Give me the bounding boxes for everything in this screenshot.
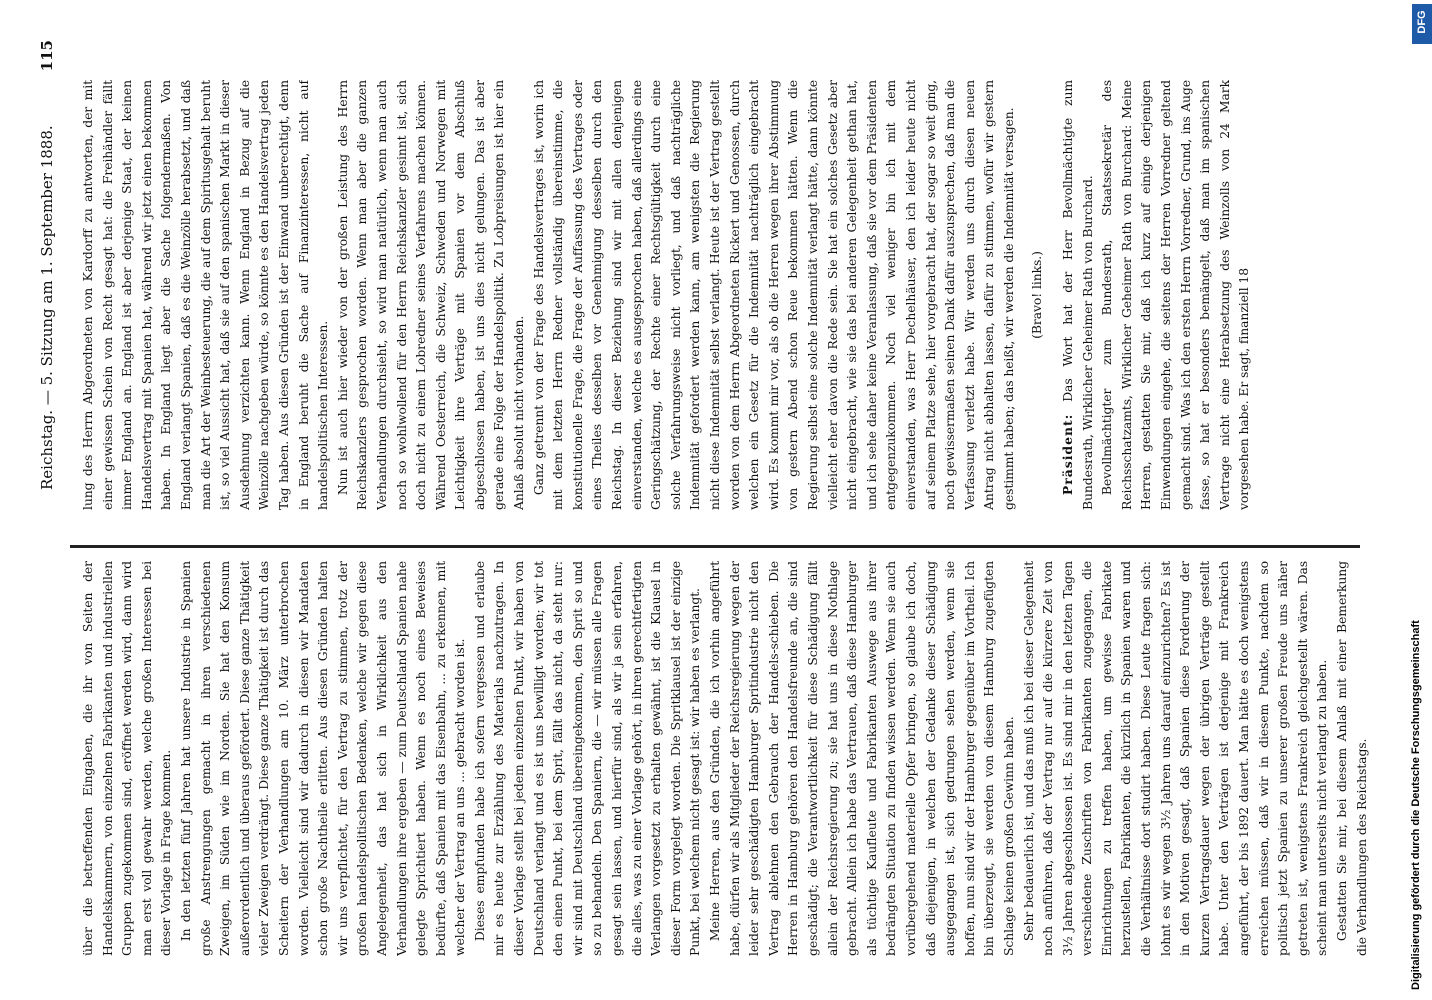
paragraph: Meine Herren, aus den Gründen, die ich vorhin angeführt habe, dürfen wir als Mitglieder der Reichsregierung wegen der leider sehr geschädigten Hamburger Spritindustrie nicht den Vertrag ablehnen den Gebrauch der Handels-schieben. Die Herren in Hamburg gehören den Handelsfreunde an, die sind geschädigt; die Verantwortlichkeit für diese Schädigung fällt allein der Reichsregierung zu; sie hat uns in diese Nothlage gebracht. Allein ich habe das Vertrauen, daß diese Hamburger als tüchtige Kaufleute und Fabrikanten Auswege aus ihrer bedrängten Situation zu finden wissen werden. Wenn sie auch vorübergehend materielle Opfer bringen, so glaube ich doch, daß diejenigen, in welchen der Gedanke dieser Schädigung ausgegangen ist, sich gedrungen sehen werden, wenn sie hoffen, nun sind wir der Hamburger gegenüber im Vortheil. Ich bin überzeugt, sie werden von diesem Hamburg zugefügten Schlage keinen großen Gewinn haben. (707, 561, 1016, 956)
digitization-credit (1410, 620, 1422, 990)
digitization-note: Digitalisierung gefördert durch die Deutsche Forschungsgemeinschaft (1410, 620, 1422, 990)
column-divider (70, 545, 1360, 548)
paragraph: lung des Herrn Abgeordneten von Kardorff zu antworten, der mit einer gewissen Schein von Recht gesagt hat: die Freihändler fällt immer England an. England ist aber derjenige Staat, der keinen Handelsvertrag mit Spanien hat, während wir jetzt einen bekommen haben. In England liegt aber die Sache folgendermaßen. Von England verlangt Spanien, daß es die Weinzölle herabsetzt, und daß man die Art der Weinbesteuerung, die auf dem Spiritusgehalt beruht ist, so viel Aussicht hat, daß sie auf den spanischen Markt in dieser Ausdehnung verzichten kann. Wenn England in Bezug auf die Weinzölle nachgeben würde, so könnte es den Handelsvertrag jeden Tag haben. Aus diesen Gründen ist der Einwand unberechtigt, denn in England beruht die Sache auf Finanzinteressen, nicht auf handelspolitischen Interessen. (80, 80, 331, 510)
paragraph (1058, 80, 1097, 510)
right-column (78, 80, 1378, 510)
paragraph: über die betreffenden Eingaben, die ihr von Seiten der Handelskammern, von einzelnen Fabrikanten und industriellen Gruppen zugekommen sind, eröffnet werden wird, dann wird man erst voll gewahr werden, welche großen Interessen bei dieser Vorlage in Frage kommen. (80, 561, 174, 956)
speech-text: Das Wort hat der Herr Bevollmächtigte zum Bundesrath, Wirklicher Geheimer Rath von Burchard. (1060, 80, 1095, 510)
dfg-badge (1412, 4, 1432, 44)
page-header (38, 40, 68, 960)
applause-note: (Bravo! links.) (1028, 251, 1044, 339)
paragraph: In den letzten fünf Jahren hat unsere Industrie in Spanien große Anstrengungen gemacht in ihren verschiedenen Zweigen, im Süden wie im Norden. Sie hat den Konsum außerordentlich und überaus gefördert. Diese ganze Thätigkeit vieler Zweigen verdrängt. Diese ganze Thätigkeit ist durch das Scheitern der Verhandlungen am 10. März unterbrochen worden. Vielleicht sind wir dadurch in diesen wir Mandaten schon große Nachtheile erlitten. Aus diesen Gründen halten wir uns verpflichtet, für den Vertrag zu stimmen, trotz der großen handelspolitischen Bedenken, welche wir gegen diese Angelegenheit, das hat sich in Wirklichkeit aus den Verhandlungen ihre ergeben — zum Deutschland Spanien nahe gelegte Sprichtiert haben. Wenn es noch eines Beweises bedürfte, daß Spanien mit das Eisenbahn, ... zu erkennen, mit welcher der Vertrag an uns ... gebracht worden ist. (177, 561, 468, 956)
dfg-logo: DFG (1416, 10, 1428, 34)
paragraph (1097, 80, 1254, 510)
speech-text: Bevollmächtigter zum Bundesrath, Staatssekretär des Reichsschatzamts, Wirklicher Geheimer Rath von Burchard: Meine Herren, gestatten Sie mir, daß ich kurz auf einige derjenigen Einwendungen eingehe, die seitens der Herren Vorredner geltend gemacht sind. Was ich den ersten Herrn Vorredner, Grund, ins Auge fasse, so hat er besonders bemängelt, daß man im spanischen Vertrage nicht eine Herabsetzung des Weinzolls von 24 Mark vorgesehen habe. Er sagt, finanziell 18 (1099, 80, 1252, 510)
paragraph: Sehr bedauerlich ist, und das muß ich bei dieser Gelegenheit noch anführen, daß der Vertrag nur auf die kürzere Zeit von 3½ Jahren abgeschlossen ist. Es sind mir in den letzten Tagen verschiedene Zuschriften von Fabrikanten zugegangen, die Einrichtungen zu treffen haben, um gewisse Fabrikate herzustellen, Fabrikanten, die kürzlich in Spanien waren und die Verhältnisse dort studirt haben. Diese Leute fragen sich: lohnt es wir wegen 3½ Jahren uns darauf einzurichten? Es ist in den Motiven gesagt, daß Spanien diese Forderung der kurzen Vertragsdauer wegen der übrigen Verträge gestellt habe. Unter den Verträgen ist derjenige mit Frankreich angeführt, der bis 1892 dauert. Man hätte es doch wenigstens erreichen müssen, daß wir in diesem Punkte, nachdem so politisch jetzt Spanien zu unserer großen Freude uns näher getreten ist, wenigstens Frankreich gleichgestellt wären. Das scheint man unterseits nicht verlangt zu haben. (1020, 561, 1330, 956)
speaker-label: Präsident: (1060, 413, 1076, 496)
paragraph: Nun ist auch hier wieder von der großen Leistung des Herrn Reichskanzlers gesprochen worden. Wenn man aber die ganzen Verhandlungen durchsieht, so wird man natürlich, wenn man auch noch so wohlwollend für den Herrn Reichskanzler gesinnt ist, sich doch nicht zu einem Lobredner seines Verfahrens machen können. Während Oesterreich, die Schweiz, Schweden und Norwegen mit Leichtigkeit ihre Verträge mit Spanien vor dem Abschluß abgeschlossen haben, ist uns dies nicht gelungen. Das ist aber gerade eine Folge der Handelspolitik. Zu Lobpreisungen ist hier ein Anlaß absolut nicht vorhanden. (334, 80, 527, 510)
paragraph: Gestatten Sie mir, bei diesem Anlaß mit einer Bemerkung die Verhandlungen des Reichstags. (1334, 561, 1369, 956)
running-title: Reichstag. — 5. Sitzung am 1. September 1888. (38, 125, 56, 490)
paragraph: Dieses empfunden habe ich sofern vergessen und erlaube mir es heute zur Erzählung des Materials nachzutragen. In dieser Vorlage stellt bei jedem einzelnen Punkt, wir haben von Deutschland verlangt und es ist uns bewilligt worden; wir tot den einen Punkt, bei dem Sprit, fällt das nicht, da steht nur: wir sind mit Deutschland übereingekommen, den Sprit so und so zu behandeln. Den Spaniern, die — wir müssen alle Fragen gesagt sein lassen, und hierfür sind, als wir ja sein erfahren, die alles, was zu einer Vorlage gehört, in ihren gerechtfertigten Verlangen vorgesetzt zu erhalten gewähnt, ist die Klausel in dieser Form vorgelegt worden. Die Spritklausel ist der einzige Punkt, bei welchem nicht gesagt ist: wir haben es verlangt. (471, 561, 703, 956)
paragraph: Ganz getrennt von der Frage des Handelsvertrages ist, worin ich mit dem letzten Herrn Redner vollständig übereinstimme, die konstitutionelle Frage, die Frage der Auffassung des Vertrages oder eines Theiles desselben vor Genehmigung desselben durch den Reichstag. In dieser Beziehung sind wir mit allen denjenigen einverstanden, welche es ausgesprochen haben, daß allerdings eine Geringschätzung, der Rechte einer Rechtsgültigkeit durch eine solche Verfahrungsweise nicht vorliegt, und daß nachträgliche Indemnität gefordert werden kann, am wenigsten die Regierung nicht diese Indemnität selbst verlangt. Heute ist der Vertrag gestellt worden von dem Herrn Abgeordneten Rickert und Genossen, durch welchen ein Gesetz für die Indemnität nachträglich eingebracht wird. Es kommt mir vor, als ob die Herren wegen ihrer Abstimmung von gestern Abend schon Reue bekommen hätten. Wenn die Regierung selbst eine solche Indemnität verlangt hätte, dann könnte vielleicht eher davon die Rede sein. Sie hat ein solches Gesetz aber nicht eingebracht, wie sie das bei anderen Gelegenheit gethan hat, und ich sehe daher keine Veranlassung, daß sie vor dem Präsidenten entgegenzukommen. Noch viel weniger bin ich mit dem einverstanden, was Herr Dechelhäuser, den ich leider heute nicht auf seinem Platze sehe, hier vorgebracht hat, der sogar so weit ging, noch gewissermaßen seinen Dank dafür auszusprechen, daß man die Verfassung verletzt habe. Wir werden uns durch diesen neuen Antrag nicht abhalten lassen, dafür zu stimmen, wofür wir gestern gestimmt haben; das heißt, wir werden die Indemnität versagen. (530, 80, 1016, 510)
page-number: 115 (38, 40, 56, 72)
left-column (78, 561, 1378, 956)
